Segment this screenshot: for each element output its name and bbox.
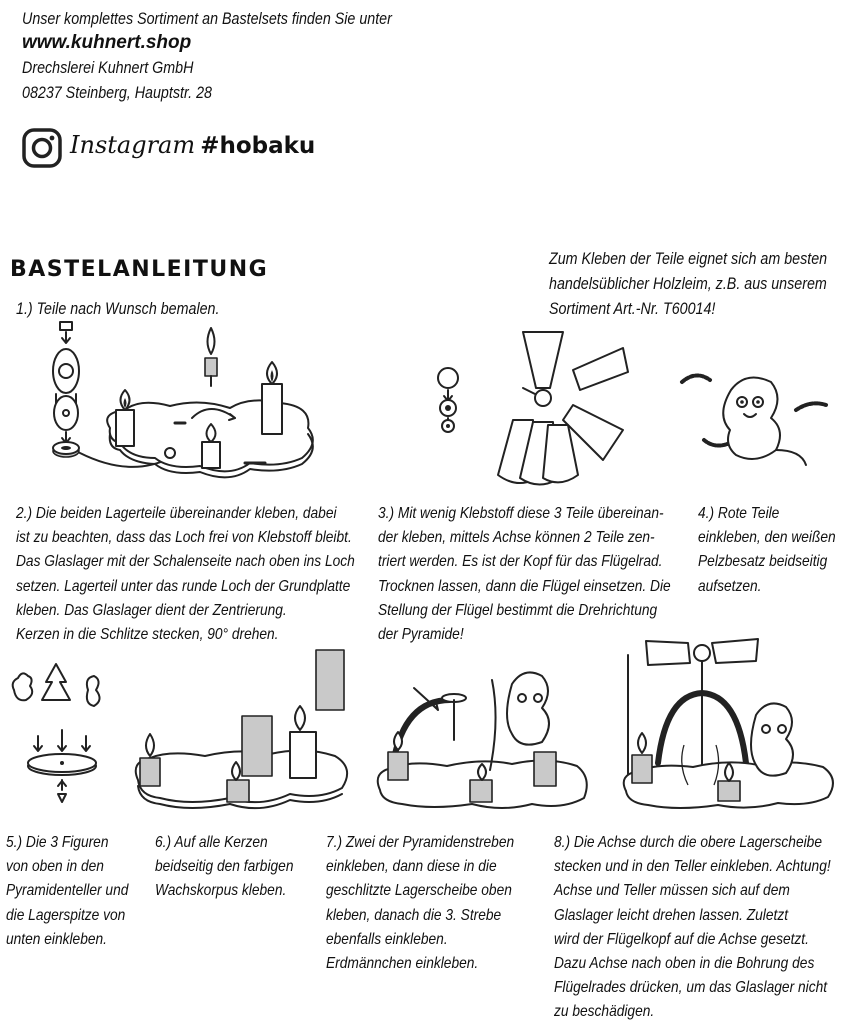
step-3-line: triert werden. Es ist der Kopf für das Flügelrad. bbox=[378, 553, 663, 571]
step-8-line: Glaslager leicht drehen lassen. Zuletzt bbox=[554, 906, 789, 924]
shop-intro-text: Unser komplettes Sortiment an Bastelsets finden Sie unter bbox=[22, 9, 392, 28]
step-8-text bbox=[554, 831, 831, 1025]
glue-note-line: handelsüblicher Holzleim, z.B. aus unserem bbox=[549, 274, 827, 293]
step-8-line: 8.) Die Achse durch die obere Lagerscheibe bbox=[554, 834, 822, 851]
step-7-line: 7.) Zwei der Pyramidenstreben bbox=[326, 834, 515, 851]
step-3-line: der Pyramide! bbox=[378, 626, 464, 644]
step-5-line: von oben in den bbox=[6, 858, 104, 876]
step-2-line: 2.) Die beiden Lagerteile übereinander kleben, dabei bbox=[16, 505, 337, 522]
step-2-line: ist zu beachten, dass das Loch frei von Klebstoff bleibt. bbox=[16, 529, 352, 547]
instagram-label: Instagram bbox=[70, 131, 196, 159]
step-8-line: Dazu Achse nach oben in die Bohrung des bbox=[554, 955, 815, 973]
step-5-line: 5.) Die 3 Figuren bbox=[6, 834, 109, 851]
instagram-icon[interactable] bbox=[22, 128, 62, 168]
step-3-line: Stellung der Flügel bestimmt die Drehrichtung bbox=[378, 601, 658, 619]
step-7-line: kleben, danach die 3. Strebe bbox=[326, 906, 502, 924]
instagram-hashtag: #hobaku bbox=[200, 133, 316, 159]
step-2-line: kleben. Das Glaslager dient der Zentrierung. bbox=[16, 601, 287, 619]
step-5-text bbox=[6, 831, 128, 952]
step-3-text bbox=[378, 502, 671, 647]
step-4-text bbox=[698, 502, 836, 599]
step-2-text bbox=[16, 502, 355, 647]
company-address: 08237 Steinberg, Hauptstr. 28 bbox=[22, 83, 213, 102]
step-7-line: Erdmännchen einkleben. bbox=[326, 955, 479, 973]
step-4-line: Pelzbesatz beidseitig bbox=[698, 553, 828, 571]
step-6-line: 6.) Auf alle Kerzen bbox=[155, 834, 268, 851]
step-8-line: Flügelrades drücken, um das Glaslager nicht bbox=[554, 979, 828, 997]
illustration-final-pyramid bbox=[618, 635, 843, 815]
step-8-line: zu beschädigen. bbox=[554, 1003, 655, 1021]
glue-note bbox=[549, 246, 827, 321]
glue-note-line: Sortiment Art.-Nr. T60014! bbox=[549, 299, 716, 318]
step-7-line: ebenfalls einkleben. bbox=[326, 930, 448, 948]
step-6-line: Wachskorpus kleben. bbox=[155, 882, 287, 900]
page-title: BASTELANLEITUNG bbox=[10, 257, 269, 282]
glue-note-line: Zum Kleben der Teile eignet sich am besten bbox=[549, 249, 828, 268]
step-7-text bbox=[326, 831, 514, 976]
step-8-line: wird der Flügelkopf auf die Achse gesetzt. bbox=[554, 930, 809, 948]
step-7-line: geschlitzte Lagerscheibe oben bbox=[326, 882, 512, 900]
shop-url-link[interactable]: www.kuhnert.shop bbox=[22, 32, 192, 53]
step-8-line: Achse und Teller müssen sich auf dem bbox=[554, 882, 790, 900]
step-2-line: Das Glaslager mit der Schalenseite nach oben ins Loch bbox=[16, 553, 355, 571]
illustration-figures-plate bbox=[6, 660, 111, 810]
step-6-text bbox=[155, 831, 293, 904]
instagram-handle[interactable] bbox=[70, 131, 315, 159]
illustration-pyramid-struts bbox=[372, 660, 592, 810]
step-2-line: Kerzen in die Schlitze stecken, 90° drehen. bbox=[16, 626, 279, 644]
illustration-meerkat bbox=[676, 370, 836, 470]
step-4-line: 4.) Rote Teile bbox=[698, 505, 780, 522]
step-7-line: einkleben, dann diese in die bbox=[326, 858, 497, 876]
step-1-text: 1.) Teile nach Wunsch bemalen. bbox=[16, 299, 220, 318]
step-4-line: aufsetzen. bbox=[698, 577, 762, 595]
step-3-line: der kleben, mittels Achse können 2 Teile zen- bbox=[378, 529, 655, 547]
step-5-line: Pyramidenteller und bbox=[6, 882, 129, 900]
step-3-line: Trocknen lassen, dann die Flügel einsetzen. Die bbox=[378, 577, 671, 595]
illustration-base-assembly bbox=[40, 318, 370, 488]
step-5-line: unten einkleben. bbox=[6, 930, 107, 948]
step-3-line: 3.) Mit wenig Klebstoff diese 3 Teile übereinan- bbox=[378, 505, 664, 522]
step-8-line: stecken und in den Teller einkleben. Achtung! bbox=[554, 858, 831, 876]
illustration-wing-head bbox=[428, 330, 643, 495]
step-5-line: die Lagerspitze von bbox=[6, 906, 126, 924]
step-4-line: einkleben, den weißen bbox=[698, 529, 836, 547]
step-6-line: beidseitig den farbigen bbox=[155, 858, 294, 876]
step-2-line: setzen. Lagerteil unter das runde Loch der Grundplatte bbox=[16, 577, 351, 595]
company-name: Drechslerei Kuhnert GmbH bbox=[22, 58, 194, 77]
illustration-candle-wax bbox=[130, 650, 355, 815]
